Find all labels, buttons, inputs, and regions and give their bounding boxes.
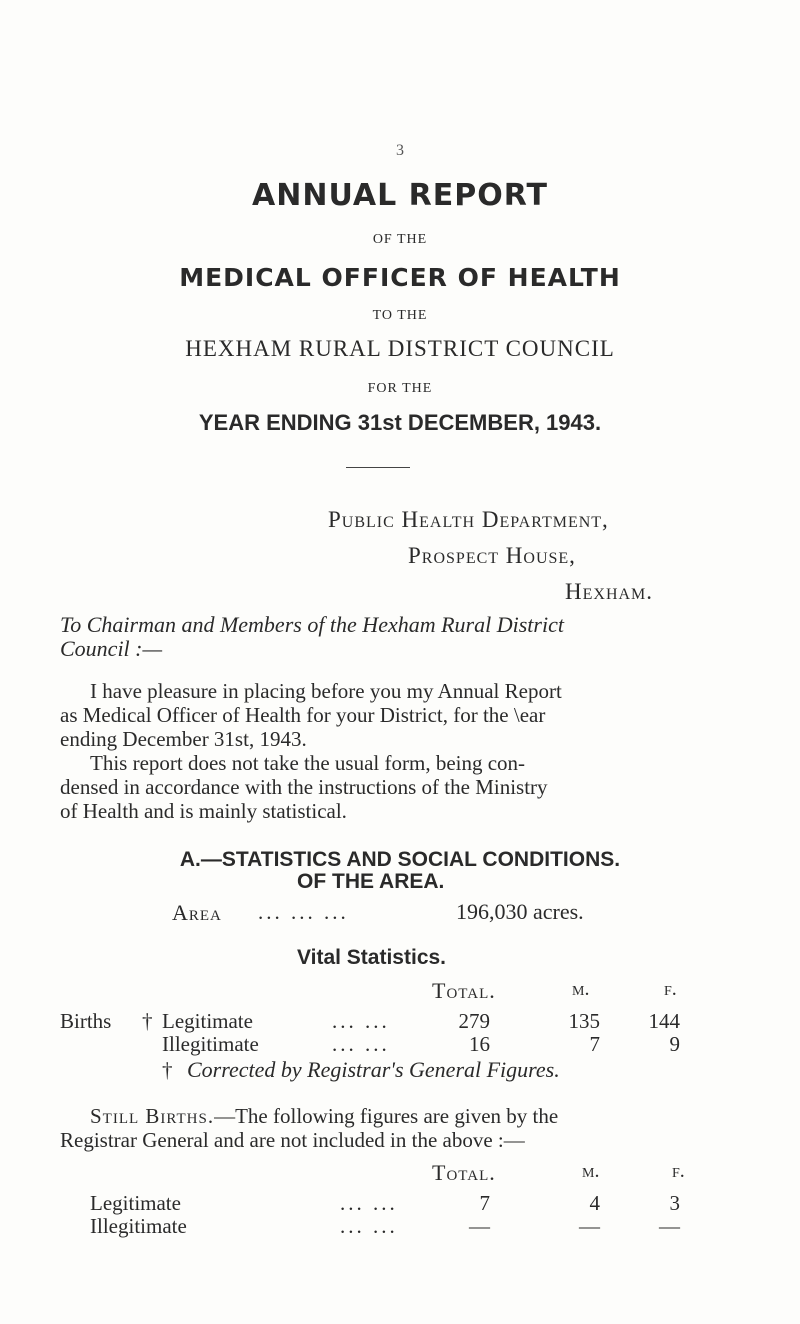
- still-row-f: —: [659, 1214, 680, 1238]
- vital-row-dots: ... ...: [332, 1009, 390, 1033]
- intro-line-3: ending December 31st, 1943.: [60, 727, 307, 751]
- vital-row-label: Illegitimate: [162, 1032, 259, 1056]
- for-the-line: FOR THE: [367, 381, 433, 396]
- vital-statistics-heading: Vital Statistics.: [297, 946, 447, 969]
- still-row-label: Legitimate: [90, 1191, 181, 1215]
- still-row-label: Illegitimate: [90, 1214, 187, 1238]
- still-births-label: Still Births.: [90, 1104, 215, 1128]
- vital-row-total: 279: [458, 1009, 490, 1033]
- of-the-line: OF THE: [372, 232, 428, 247]
- to-the-line: TO THE: [372, 308, 428, 323]
- address-line-3: Hexham.: [565, 579, 654, 604]
- section-a-subheading: OF THE AREA.: [297, 870, 445, 893]
- title-divider: [346, 467, 410, 468]
- still-row-f: 3: [669, 1191, 680, 1215]
- salutation-line-1: To Chairman and Members of the Hexham Rural District: [60, 612, 564, 637]
- still-births-paragraph: [90, 1104, 558, 1129]
- footnote-text: Corrected by Registrar's General Figures.: [187, 1057, 560, 1082]
- footnote-mark: †: [162, 1058, 173, 1082]
- intro-line-6: of Health and is mainly statistical.: [60, 799, 347, 823]
- area-value: 196,030 acres.: [456, 899, 584, 924]
- vital-row-label: Legitimate: [162, 1009, 253, 1033]
- report-title: ANNUAL REPORT: [252, 178, 548, 213]
- report-subtitle: MEDICAL OFFICER OF HEALTH: [179, 263, 621, 292]
- vital-row-total: 16: [469, 1032, 490, 1056]
- vital-col-m: m.: [572, 978, 590, 1000]
- still-row-m: —: [579, 1214, 600, 1238]
- address-line-1: Public Health Department,: [328, 507, 609, 532]
- year-ending: YEAR ENDING 31st DECEMBER, 1943.: [198, 410, 602, 435]
- vital-row-f: 9: [669, 1032, 680, 1056]
- still-row-total: 7: [479, 1191, 490, 1215]
- still-col-total: Total.: [432, 1160, 496, 1185]
- vital-row-m: 7: [589, 1032, 600, 1056]
- salutation-line-2: Council :—: [60, 636, 163, 661]
- area-label: Area: [172, 900, 222, 925]
- still-row-m: 4: [589, 1191, 600, 1215]
- intro-line-5: densed in accordance with the instructions of the Ministry: [60, 775, 548, 799]
- vital-col-f: f.: [664, 978, 677, 1000]
- still-col-m: m.: [582, 1160, 600, 1182]
- dagger-mark: †: [142, 1009, 153, 1033]
- still-col-f: f.: [672, 1160, 685, 1182]
- intro-line-1: I have pleasure in placing before you my Annual Report: [90, 679, 562, 703]
- section-a-heading: A.—STATISTICS AND SOCIAL CONDITIONS.: [179, 848, 621, 871]
- vital-col-total: Total.: [432, 978, 496, 1003]
- council-name: HEXHAM RURAL DISTRICT COUNCIL: [185, 336, 615, 361]
- vital-row-m: 135: [568, 1009, 600, 1033]
- still-births-text: —The following figures are given by the: [214, 1104, 559, 1128]
- still-row-dots: ... ...: [340, 1191, 398, 1215]
- vital-row-f: 144: [648, 1009, 680, 1033]
- intro-line-4: This report does not take the usual form, being con-: [90, 751, 526, 775]
- intro-line-2: as Medical Officer of Health for your District, for the \ear: [60, 703, 546, 727]
- vital-row-dots: ... ...: [332, 1032, 390, 1056]
- still-births-text-2: Registrar General and are not included in the above :—: [60, 1128, 525, 1152]
- address-line-2: Prospect House,: [408, 543, 576, 568]
- area-dots: ... ... ...: [258, 900, 349, 924]
- births-label: Births: [60, 1009, 112, 1033]
- still-row-dots: ... ...: [340, 1214, 398, 1238]
- still-row-total: —: [469, 1214, 490, 1238]
- page-number: 3: [396, 142, 404, 159]
